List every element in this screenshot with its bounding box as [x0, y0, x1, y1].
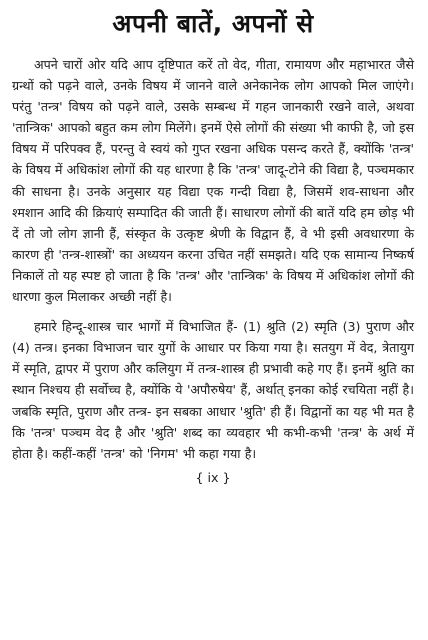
page-title: अपनी बातें, अपनों से	[112, 9, 314, 38]
paragraph-2: हमारे हिन्दू-शास्त्र चार भागों में विभाजित हैं- (1) श्रुति (2) स्मृति (3) पुराण और (4) तन्त्र। इनका विभाजन चार युगों के आधार पर किया गया है। सतयुग में वेद, त्रेतायुग में स्मृति, द्वापर में पुराण और कलियुग में तन्त्र-शास्त्र ही प्रभावी कहे गए हैं। इनमें श्रुति का स्थान निश्चय ही सर्वोच्च है, क्योंकि ये 'अपौरुषेय' हैं, अर्थात् इनका कोई रचयिता नहीं है। जबकि स्मृति, पुराण और तन्त्र- इन सबका आधार 'श्रुति' ही हैं। विद्वानों का यह भी मत है कि 'तन्त्र' पञ्चम वेद है और 'श्रुति' शब्द का व्यवहार भी कभी-कभी 'तन्त्र' के अर्थ में होता है। कहीं-कहीं 'तन्त्र' को 'निगम' भी कहा गया है।	[12, 319, 414, 461]
page-number: { ix }	[195, 469, 231, 485]
paragraph-1: अपने चारों ओर यदि आप दृष्टिपात करें तो वेद, गीता, रामायण और महाभारत जैसे ग्रन्थों को पढ़ने वाले, उनके विषय में जानने वाले अनेकानेक लोग आपको मिल जाएंगे। परंतु 'तन्त्र' विषय को पढ़ने वाले, उसके सम्बन्ध में गहन जानकारी रखने वाले, अथवा 'तान्त्रिक' आपको बहुत कम लोग मिलेंगे। इनमें ऐसे लोगों की संख्या भी काफी है, जो इस विषय में परिपक्व हैं, परन्तु वे स्वयं को गुप्त रखना अधिक पसन्द करते हैं, क्योंकि 'तन्त्र' के विषय में अधिकांश लोगों की यह धारणा है कि 'तन्त्र' जादू-टोने की विद्या है, पञ्चमकार की साधना है। उनके अनुसार यह विद्या एक गन्दी विद्या है, जिसमें शव-साधना और श्मशान आदि की क्रियाएं सम्पादित की जाती हैं। साधारण लोगों की बातें यदि हम छोड़ भी दें तो जो लोग ज्ञानी हैं, संस्कृत के उत्कृष्ट श्रेणी के विद्वान हैं, वे भी इसी अवधारणा के कारण ही 'तन्त्र-शास्त्रों' का अध्ययन करना उचित नहीं समझते। यदि एक सामान्य निष्कर्ष निकालें तो यह स्पष्ट हो जाता है कि 'तन्त्र' और 'तान्त्रिक' के विषय में अधिकांश लोगों की धारणा कुल मिलाकर अच्छी नहीं है।	[12, 57, 415, 305]
